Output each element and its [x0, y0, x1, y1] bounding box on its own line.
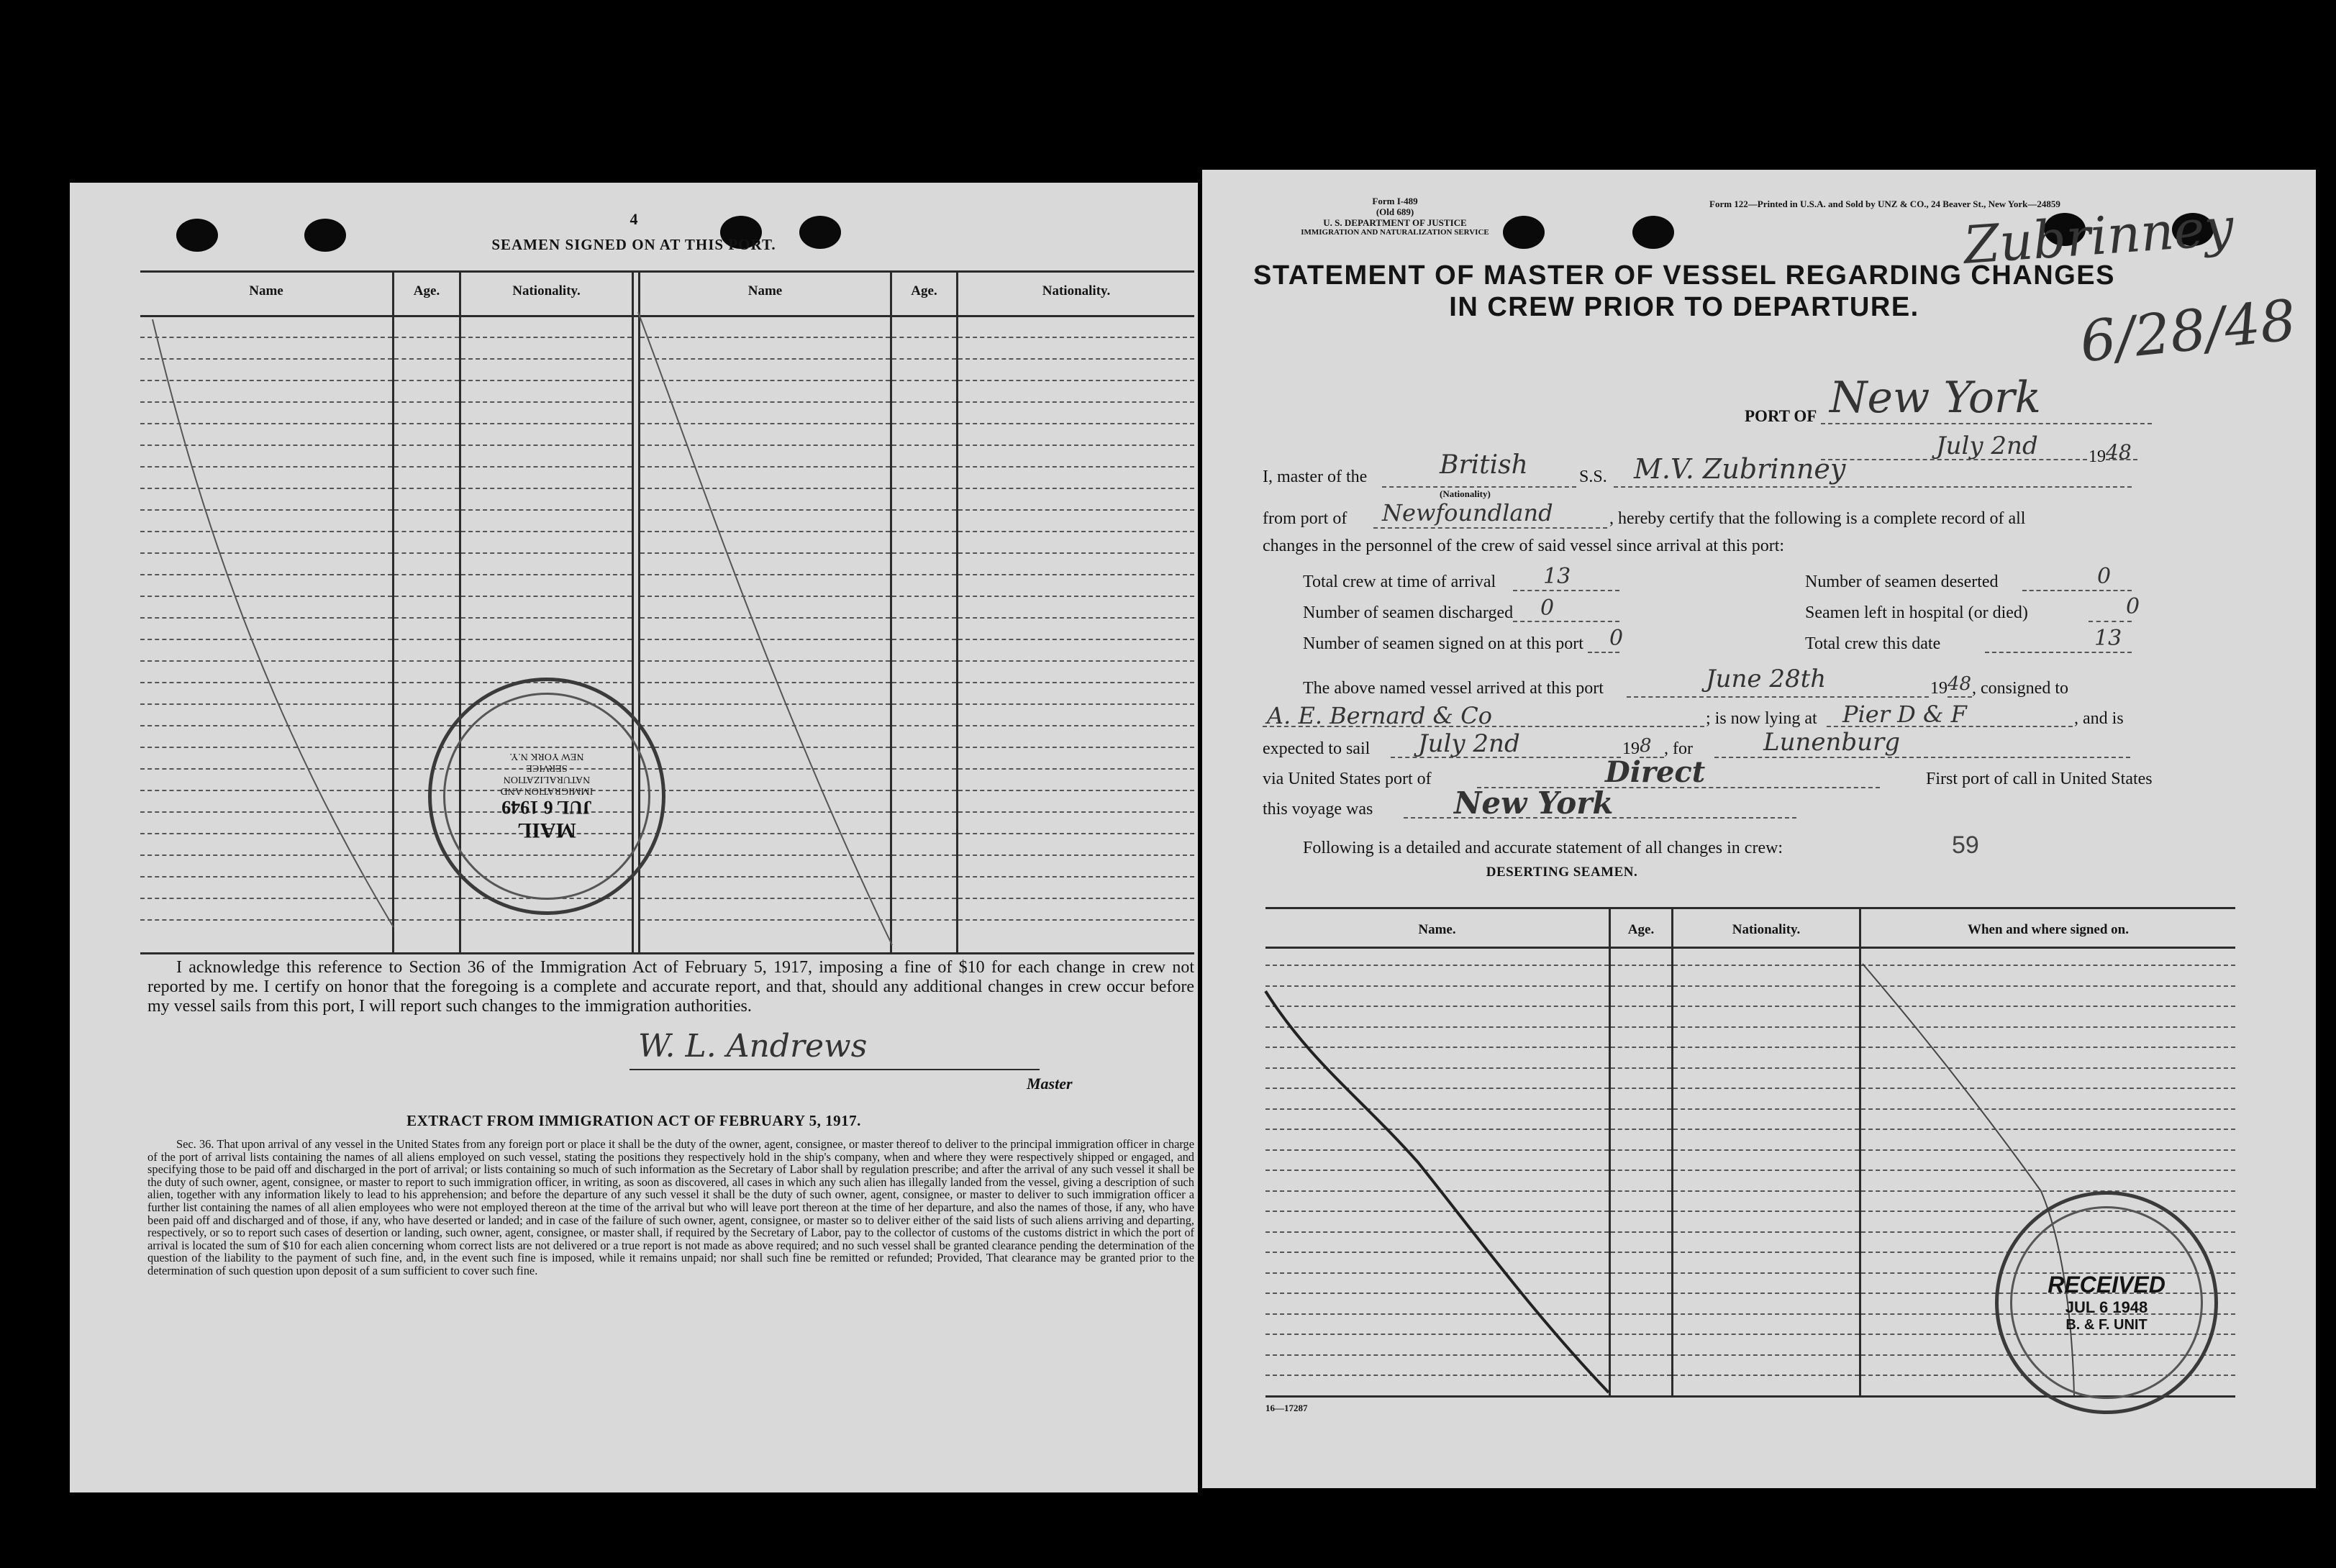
column-header: Nationality.: [1732, 922, 1801, 937]
total-crew-date-value: 13: [2094, 626, 2122, 651]
signed-on-label: Number of seamen signed on at this port: [1303, 634, 1583, 653]
form-title-line2: IN CREW PRIOR TO DEPARTURE.: [1449, 292, 1919, 322]
from-port-value: Newfoundland: [1382, 499, 1553, 527]
form-old-number: (Old 689): [1376, 206, 1414, 217]
extract-text: Sec. 36. That upon arrival of any vessel in the United States from any foreign port or place it shall be the duty of the owner, agent, consignee, or master thereof to deliver to the principal immigration officer in charge of the port of arrival lists containing the names of all aliens employed on such vessel, stating the positions they respectively hold in the ship's company, when and where they were respectively shipped or engaged, and specifying those to be paid off and discharged in the port of arrival; or lists containing so much of such information as the Secretary of Labor shall by regulation prescribe; and after the arrival of any such vessel it shall be the duty of such owner, agent, consignee, or master to report to such immigration officer, in writing, as soon as discovered, all cases in which any such alien has illegally landed from the vessel, giving a description of such alien, together with any information likely to lead to his apprehension; and before the departure of any such vessel it shall be the duty of such owner, agent, consignee, or master to deliver to such immigration officer a further list containing the names of all alien employees who were not employed thereon at the time of the arrival but who will leave port thereon at the time of her departure, and also the names of those, if any, who have been paid off and discharged and of those, if any, who have deserted or landed; and in case of the failure of such owner, agent, consignee, or master so to deliver either of the said lists of such aliens arriving and departing, respectively, or so to report such cases of desertion or landing, such owner, agent, consignee, or master shall, if required by the Secretary of Labor, pay to the collector of customs of the customs district in which the port of arrival is located the sum of $10 for each alien concerning whom correct lists are not delivered or a true report is not made as above required; and no such vessel shall be granted clearance pending the determination of the question of the liability to the payment of such fine, and, in the event such fine is imposed, while it remains unpaid; nor shall such fine be remitted or refunded; Provided, That clearance may be granted prior to the determination of such question upon deposit of a sum sufficient to cover such fine.: [147, 1137, 1194, 1277]
extract-heading: EXTRACT FROM IMMIGRATION ACT OF FEBRUARY 5, 1917.: [406, 1112, 861, 1129]
deserted-label: Number of seamen deserted: [1805, 573, 1999, 591]
signed-on-value: 0: [1609, 626, 1624, 651]
deserting-heading: DESERTING SEAMEN.: [1486, 865, 1638, 880]
column-header: Nationality.: [1042, 283, 1111, 298]
expected-value: July 2nd: [1418, 729, 1520, 758]
for-value: Lunenburg: [1763, 728, 1901, 757]
master-signature: W. L. Andrews: [638, 1028, 868, 1065]
arrived-year-prefix: 19: [1930, 679, 1948, 698]
service: IMMIGRATION AND NATURALIZATION SERVICE: [1301, 228, 1489, 237]
consignee-value: A. E. Bernard & Co: [1267, 702, 1492, 729]
following-label: Following is a detailed and accurate statement of all changes in crew:: [1303, 839, 1783, 857]
voyage-value: New York: [1454, 785, 1614, 821]
for-label: , for: [1664, 739, 1693, 758]
lying-value: Pier D & F: [1842, 701, 1967, 728]
left-page: [70, 183, 1198, 1492]
expected-year-prefix: 19: [1622, 739, 1640, 758]
master-label: Master: [1027, 1075, 1073, 1093]
department: U. S. DEPARTMENT OF JUSTICE: [1323, 217, 1467, 228]
nationality-value: British: [1440, 450, 1528, 480]
column-header: Nationality.: [512, 283, 581, 298]
master-of-label: I, master of the: [1263, 468, 1368, 486]
handwritten-name: Zubrinney: [1961, 196, 2236, 276]
page-number: 4: [630, 210, 638, 228]
total-crew-arrival-value: 13: [1543, 564, 1571, 589]
voyage-label: this voyage was: [1263, 800, 1373, 819]
arrived-label: The above named vessel arrived at this port: [1303, 679, 1604, 698]
first-port-label: First port of call in United States: [1926, 770, 2153, 788]
column-header: Age.: [413, 283, 440, 298]
column-header: Age.: [911, 283, 937, 298]
year-prefix: 19: [2089, 447, 2106, 466]
discharged-value: 0: [1540, 596, 1555, 621]
hospital-value: 0: [2126, 594, 2140, 619]
certify-text: , hereby certify that the following is a complete record of all: [1609, 509, 2026, 528]
column-header: Name.: [1418, 922, 1456, 937]
column-header: Age.: [1627, 922, 1655, 937]
right-page: [1202, 170, 2316, 1488]
from-port-label: from port of: [1263, 509, 1347, 528]
column-header: Name: [747, 283, 783, 298]
acknowledgment-text: I acknowledge this reference to Section 36 of the Immigration Act of February 5, 1917, imposing a fine of $10 for each change in crew not reported by me. I certify on honor that the foregoing is a complete and accurate report, and that, should any additional changes in crew occur before my vessel sails from this port, I will report such changes to the immigration authorities.: [147, 958, 1194, 1016]
arrived-year-value: 48: [1948, 673, 1972, 695]
total-crew-date-label: Total crew this date: [1805, 634, 1941, 653]
consigned-label: , consigned to: [1972, 679, 2068, 698]
ss-value: M.V. Zubrinney: [1634, 453, 1846, 485]
deserted-value: 0: [2097, 564, 2112, 589]
changes-text: changes in the personnel of the crew of said vessel since arrival at this port:: [1263, 537, 1785, 555]
nationality-caption: (Nationality): [1440, 488, 1491, 499]
handwritten-date: 6/28/48: [2077, 288, 2299, 375]
port-of-value: New York: [1830, 373, 2041, 423]
total-crew-arrival-label: Total crew at time of arrival: [1303, 573, 1496, 591]
port-of-label: PORT OF: [1745, 407, 1817, 425]
changes-count: 59: [1952, 831, 1979, 859]
section-heading: SEAMEN SIGNED ON AT THIS PORT.: [491, 236, 776, 253]
column-header: Name: [249, 283, 283, 298]
hospital-label: Seamen left in hospital (or died): [1805, 603, 2028, 622]
arrived-value: June 28th: [1706, 665, 1827, 693]
footer-code: 16—17287: [1265, 1403, 1308, 1413]
received-stamp: RECEIVED JUL 6 1948 B. & F. UNIT: [1995, 1191, 2218, 1414]
lying-label: ; is now lying at: [1706, 709, 1817, 728]
date-value: July 2nd: [1936, 432, 2038, 460]
and-is-label: , and is: [2074, 709, 2124, 728]
ss-label: S.S.: [1579, 468, 1607, 486]
form-number: Form I-489: [1372, 196, 1418, 206]
discharged-label: Number of seamen discharged: [1303, 603, 1514, 622]
year-value: 48: [2106, 440, 2132, 464]
via-label: via United States port of: [1263, 770, 1432, 788]
via-value: Direct: [1605, 755, 1706, 789]
expected-label: expected to sail: [1263, 739, 1371, 758]
form-title-line1: STATEMENT OF MASTER OF VESSEL REGARDING CHANGES: [1253, 260, 2115, 291]
expected-year-value: 8: [1640, 735, 1652, 757]
mail-stamp: MAIL JUL 6 1949 IMMIGRATION AND NATURALIZATION SERVICE NEW YORK N.Y.: [428, 678, 665, 915]
column-header: When and where signed on.: [1967, 922, 2129, 937]
printer-note: Form 122—Printed in U.S.A. and Sold by UNZ & CO., 24 Beaver St., New York—24859: [1709, 199, 2060, 209]
